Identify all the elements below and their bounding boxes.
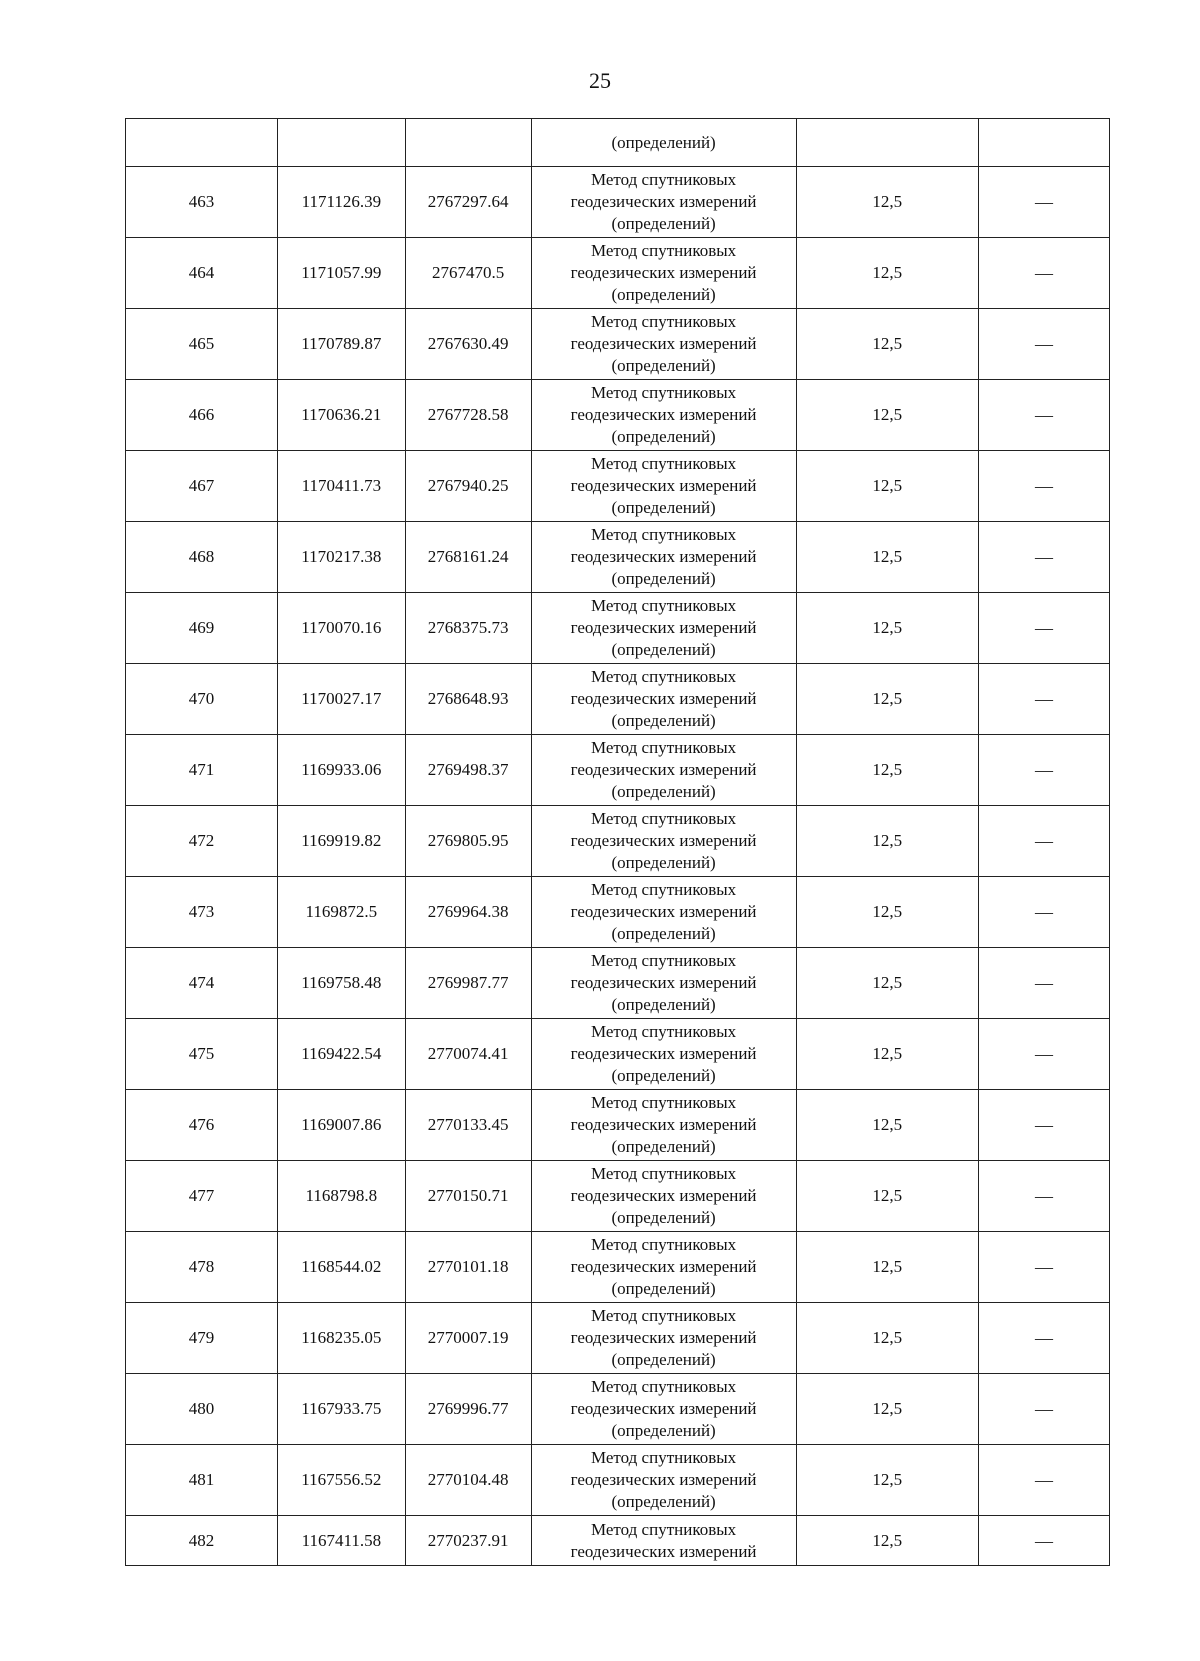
accuracy-cell: 12,5	[796, 309, 978, 380]
table-row	[126, 593, 1110, 664]
x-coordinate-cell: 1167933.75	[277, 1374, 405, 1445]
method-line: Метод спутниковых	[591, 1306, 737, 1325]
point-number-cell: 478	[126, 1232, 278, 1303]
accuracy-cell: 12,5	[796, 1232, 978, 1303]
point-number-cell: 477	[126, 1161, 278, 1232]
y-coordinate-cell: 2767728.58	[405, 380, 531, 451]
method-line: геодезических измерений	[570, 618, 757, 637]
point-number-cell: 471	[126, 735, 278, 806]
x-coordinate-cell: 1170789.87	[277, 309, 405, 380]
accuracy-cell: 12,5	[796, 664, 978, 735]
method-line: Метод спутниковых	[591, 525, 737, 544]
note-cell: —	[978, 877, 1109, 948]
method-line: (определений)	[611, 640, 716, 659]
method-line: (определений)	[611, 924, 716, 943]
note-cell: —	[978, 1516, 1109, 1566]
accuracy-cell: 12,5	[796, 451, 978, 522]
method-line: (определений)	[611, 1350, 716, 1369]
note-cell	[978, 119, 1109, 167]
y-coordinate-cell: 2767630.49	[405, 309, 531, 380]
method-line: геодезических измерений	[570, 476, 757, 495]
method-cell	[531, 451, 796, 522]
method-line: геодезических измерений	[570, 902, 757, 921]
accuracy-cell: 12,5	[796, 877, 978, 948]
table-row	[126, 1232, 1110, 1303]
x-coordinate-cell: 1170070.16	[277, 593, 405, 664]
method-line: (определений)	[611, 995, 716, 1014]
method-line: геодезических измерений	[570, 1257, 757, 1276]
x-coordinate-cell: 1168544.02	[277, 1232, 405, 1303]
method-line: геодезических измерений	[570, 263, 757, 282]
point-number-cell	[126, 119, 278, 167]
point-number-cell: 473	[126, 877, 278, 948]
table-row	[126, 309, 1110, 380]
method-line: (определений)	[611, 1066, 716, 1085]
table-row	[126, 1445, 1110, 1516]
y-coordinate-cell: 2769498.37	[405, 735, 531, 806]
method-line: геодезических измерений	[570, 1328, 757, 1347]
table-row	[126, 1161, 1110, 1232]
note-cell: —	[978, 664, 1109, 735]
x-coordinate-cell: 1169758.48	[277, 948, 405, 1019]
note-cell: —	[978, 1019, 1109, 1090]
method-line: Метод спутниковых	[591, 1377, 737, 1396]
x-coordinate-cell: 1169919.82	[277, 806, 405, 877]
table-row	[126, 1019, 1110, 1090]
x-coordinate-cell: 1169422.54	[277, 1019, 405, 1090]
x-coordinate-cell: 1170636.21	[277, 380, 405, 451]
method-cell	[531, 1374, 796, 1445]
method-line: (определений)	[611, 569, 716, 588]
table-row	[126, 238, 1110, 309]
y-coordinate-cell: 2767940.25	[405, 451, 531, 522]
method-line: (определений)	[611, 782, 716, 801]
method-line: геодезических измерений	[570, 334, 757, 353]
method-cell	[531, 806, 796, 877]
y-coordinate-cell: 2767470.5	[405, 238, 531, 309]
method-cell	[531, 1303, 796, 1374]
accuracy-cell: 12,5	[796, 1303, 978, 1374]
method-line: (определений)	[611, 1279, 716, 1298]
note-cell: —	[978, 948, 1109, 1019]
method-line: Метод спутниковых	[591, 383, 737, 402]
method-line: Метод спутниковых	[591, 1235, 737, 1254]
point-number-cell: 479	[126, 1303, 278, 1374]
note-cell: —	[978, 1090, 1109, 1161]
method-cell	[531, 664, 796, 735]
table-row	[126, 1374, 1110, 1445]
point-number-cell: 475	[126, 1019, 278, 1090]
table-row	[126, 735, 1110, 806]
method-cell	[531, 948, 796, 1019]
method-line: Метод спутниковых	[591, 1519, 737, 1539]
accuracy-cell: 12,5	[796, 1516, 978, 1566]
method-cell	[531, 522, 796, 593]
page-number: 25	[589, 68, 611, 93]
y-coordinate-cell: 2770074.41	[405, 1019, 531, 1090]
method-line: (определений)	[611, 711, 716, 730]
method-cell	[531, 735, 796, 806]
method-line: (определений)	[611, 498, 716, 517]
method-line: Метод спутниковых	[591, 241, 737, 260]
point-number-cell: 482	[126, 1516, 278, 1566]
note-cell: —	[978, 309, 1109, 380]
method-line: геодезических измерений	[570, 760, 757, 779]
x-coordinate-cell: 1170027.17	[277, 664, 405, 735]
method-cell	[531, 1161, 796, 1232]
table-row	[126, 806, 1110, 877]
accuracy-cell: 12,5	[796, 1445, 978, 1516]
method-line: Метод спутниковых	[591, 170, 737, 189]
method-line: (определений)	[611, 132, 716, 152]
method-line: геодезических измерений	[570, 689, 757, 708]
point-number-cell: 474	[126, 948, 278, 1019]
method-cell	[531, 309, 796, 380]
x-coordinate-cell: 1167556.52	[277, 1445, 405, 1516]
accuracy-cell: 12,5	[796, 380, 978, 451]
note-cell: —	[978, 1232, 1109, 1303]
method-line: геодезических измерений	[570, 1186, 757, 1205]
method-line: (определений)	[611, 1421, 716, 1440]
method-line: геодезических измерений	[570, 831, 757, 850]
x-coordinate-cell: 1170411.73	[277, 451, 405, 522]
method-line: геодезических измерений	[570, 1541, 757, 1561]
method-line: Метод спутниковых	[591, 880, 737, 899]
point-number-cell: 465	[126, 309, 278, 380]
method-line: Метод спутниковых	[591, 951, 737, 970]
y-coordinate-cell: 2769964.38	[405, 877, 531, 948]
y-coordinate-cell: 2767297.64	[405, 167, 531, 238]
table-row	[126, 522, 1110, 593]
method-cell	[531, 593, 796, 664]
y-coordinate-cell: 2768161.24	[405, 522, 531, 593]
point-number-cell: 469	[126, 593, 278, 664]
method-line: (определений)	[611, 356, 716, 375]
point-number-cell: 472	[126, 806, 278, 877]
y-coordinate-cell: 2770237.91	[405, 1516, 531, 1566]
y-coordinate-cell: 2770104.48	[405, 1445, 531, 1516]
method-line: (определений)	[611, 285, 716, 304]
method-line: Метод спутниковых	[591, 454, 737, 473]
note-cell: —	[978, 167, 1109, 238]
accuracy-cell: 12,5	[796, 1090, 978, 1161]
point-number-cell: 470	[126, 664, 278, 735]
method-cell	[531, 1090, 796, 1161]
note-cell: —	[978, 522, 1109, 593]
note-cell: —	[978, 1161, 1109, 1232]
table-row	[126, 948, 1110, 1019]
accuracy-cell: 12,5	[796, 1374, 978, 1445]
table-row	[126, 664, 1110, 735]
x-coordinate-cell: 1169933.06	[277, 735, 405, 806]
accuracy-cell: 12,5	[796, 167, 978, 238]
method-cell	[531, 167, 796, 238]
y-coordinate-cell: 2770101.18	[405, 1232, 531, 1303]
method-line: Метод спутниковых	[591, 1093, 737, 1112]
accuracy-cell: 12,5	[796, 238, 978, 309]
accuracy-cell: 12,5	[796, 948, 978, 1019]
method-cell	[531, 238, 796, 309]
method-line: геодезических измерений	[570, 1399, 757, 1418]
method-line: Метод спутниковых	[591, 809, 737, 828]
y-coordinate-cell: 2769987.77	[405, 948, 531, 1019]
note-cell: —	[978, 1445, 1109, 1516]
method-cell	[531, 877, 796, 948]
x-coordinate-cell: 1171126.39	[277, 167, 405, 238]
point-number-cell: 468	[126, 522, 278, 593]
point-number-cell: 476	[126, 1090, 278, 1161]
method-line: геодезических измерений	[570, 405, 757, 424]
x-coordinate-cell: 1169007.86	[277, 1090, 405, 1161]
method-line: (определений)	[611, 1208, 716, 1227]
x-coordinate-cell: 1168798.8	[277, 1161, 405, 1232]
y-coordinate-cell: 2768375.73	[405, 593, 531, 664]
method-line: Метод спутниковых	[591, 1448, 737, 1467]
method-cell	[531, 119, 796, 167]
x-coordinate-cell: 1170217.38	[277, 522, 405, 593]
method-line: Метод спутниковых	[591, 312, 737, 331]
note-cell: —	[978, 1303, 1109, 1374]
method-line: (определений)	[611, 1492, 716, 1511]
note-cell: —	[978, 238, 1109, 309]
point-number-cell: 463	[126, 167, 278, 238]
y-coordinate-cell: 2769805.95	[405, 806, 531, 877]
method-cell	[531, 380, 796, 451]
method-line: Метод спутниковых	[591, 1022, 737, 1041]
method-line: Метод спутниковых	[591, 667, 737, 686]
point-number-cell: 467	[126, 451, 278, 522]
x-coordinate-cell: 1168235.05	[277, 1303, 405, 1374]
method-cell	[531, 1445, 796, 1516]
table-body	[126, 119, 1110, 1566]
table-row	[126, 451, 1110, 522]
accuracy-cell: 12,5	[796, 1019, 978, 1090]
table-row	[126, 1516, 1110, 1566]
x-coordinate-cell	[277, 119, 405, 167]
point-number-cell: 464	[126, 238, 278, 309]
method-line: Метод спутниковых	[591, 738, 737, 757]
note-cell: —	[978, 1374, 1109, 1445]
point-number-cell: 480	[126, 1374, 278, 1445]
point-number-cell: 481	[126, 1445, 278, 1516]
method-line: Метод спутниковых	[591, 1164, 737, 1183]
accuracy-cell: 12,5	[796, 522, 978, 593]
y-coordinate-cell: 2770150.71	[405, 1161, 531, 1232]
table-row-continued	[126, 119, 1110, 167]
method-line: геодезических измерений	[570, 1115, 757, 1134]
note-cell: —	[978, 593, 1109, 664]
x-coordinate-cell: 1171057.99	[277, 238, 405, 309]
y-coordinate-cell: 2770133.45	[405, 1090, 531, 1161]
table-row	[126, 167, 1110, 238]
method-line: геодезических измерений	[570, 973, 757, 992]
method-line: геодезических измерений	[570, 1044, 757, 1063]
y-coordinate-cell	[405, 119, 531, 167]
table-row	[126, 877, 1110, 948]
method-line: (определений)	[611, 853, 716, 872]
note-cell: —	[978, 451, 1109, 522]
method-cell	[531, 1516, 796, 1566]
accuracy-cell: 12,5	[796, 1161, 978, 1232]
point-number-cell: 466	[126, 380, 278, 451]
note-cell: —	[978, 380, 1109, 451]
method-line: геодезических измерений	[570, 192, 757, 211]
table-row	[126, 1303, 1110, 1374]
table-row	[126, 380, 1110, 451]
x-coordinate-cell: 1167411.58	[277, 1516, 405, 1566]
method-line: (определений)	[611, 427, 716, 446]
accuracy-cell: 12,5	[796, 806, 978, 877]
method-cell	[531, 1232, 796, 1303]
table-row	[126, 1090, 1110, 1161]
method-line: (определений)	[611, 214, 716, 233]
accuracy-cell: 12,5	[796, 735, 978, 806]
method-cell	[531, 1019, 796, 1090]
note-cell: —	[978, 735, 1109, 806]
y-coordinate-cell: 2770007.19	[405, 1303, 531, 1374]
coordinates-table	[125, 118, 1110, 1566]
y-coordinate-cell: 2769996.77	[405, 1374, 531, 1445]
method-line: геодезических измерений	[570, 547, 757, 566]
y-coordinate-cell: 2768648.93	[405, 664, 531, 735]
method-line: Метод спутниковых	[591, 596, 737, 615]
method-line: (определений)	[611, 1137, 716, 1156]
note-cell: —	[978, 806, 1109, 877]
x-coordinate-cell: 1169872.5	[277, 877, 405, 948]
accuracy-cell: 12,5	[796, 593, 978, 664]
method-line: геодезических измерений	[570, 1470, 757, 1489]
accuracy-cell	[796, 119, 978, 167]
